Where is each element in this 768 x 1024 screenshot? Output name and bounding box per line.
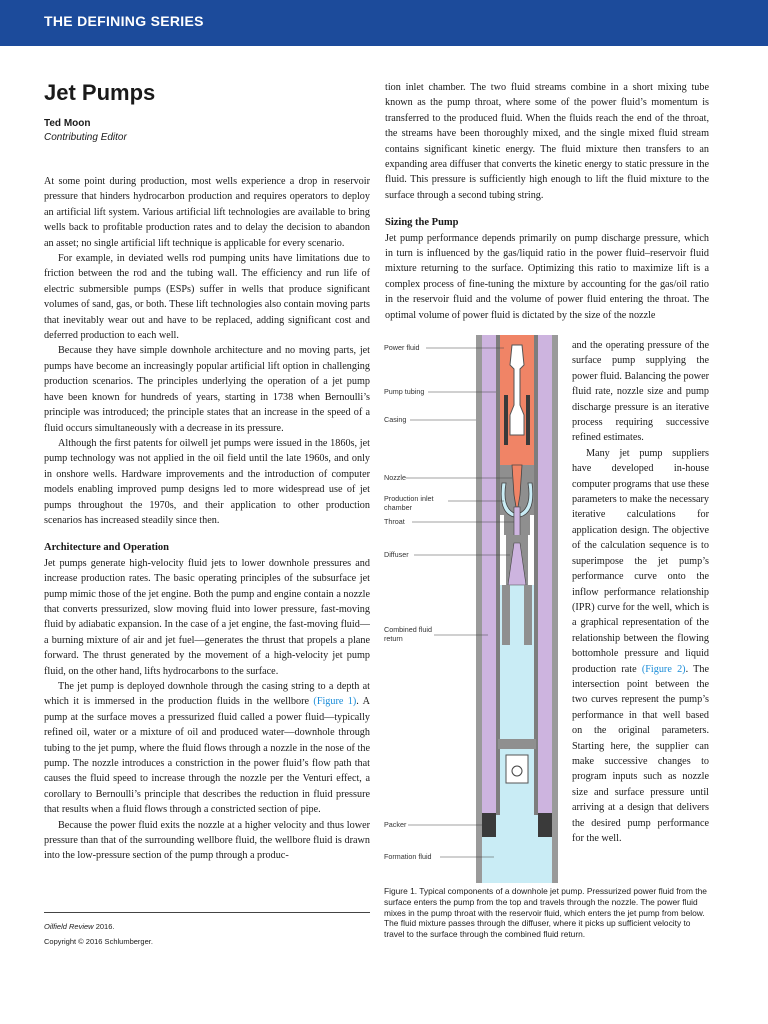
label-text: Combined fluid <box>384 625 432 634</box>
footer-source <box>44 922 114 931</box>
jet-pump-figure <box>384 335 568 883</box>
packer-right <box>538 813 552 837</box>
paragraph: Jet pumps generate high-velocity fluid jets to lower downhole pressures and increase production rates. The basic operating principles of the subsurface jet pump mimic those of the jet engine. Both the pump and engine contain a nozzle that converts pressurized, slow moving fluid into lower pressure, fast-moving fluid by adiabatic expansion. In the case of a jet engine, the fast-moving fluid—a burning mixture of air and jet fuel—generates the thrust that propels a plane forward. The thrust generated by the movement of a high-velocity jet pump fluid, on the other hand, lifts hydrocarbons to the surface. <box>44 557 370 677</box>
paragraph: and the operating pressure of the surface pump supplying the power fluid. Balancing the power fluid rate, nozzle size and pump discharge pressure is an iterative process requiring successive refined estimates. <box>572 340 709 444</box>
label-casing: Casing <box>384 415 407 424</box>
paragraph-text: Many jet pump suppliers have developed in-house computer programs that use these parameters to make the necessary iterative calculations for application design. The objective of the calculation sequence is to superimpose the jet pump’s performance curve onto the inflow performance relationship (IPR) curve for the well, which is a graphical representation of the relationship between the flowing bottomhole pressure and liquid production rate <box>572 447 709 675</box>
paragraph-text: . The intersection point between the two curves represent the pump’s performance in that well based on the original parameters. Starting here, the supplier can make successive changes to program inputs such as nozzle size and surface pressure until arriving at a design that delivers the desired pump performance for the well. <box>572 663 710 844</box>
article-title: Jet Pumps <box>44 80 156 105</box>
label-combined-fluid-return <box>384 625 432 643</box>
paragraph: For example, in deviated wells rod pumping units have limitations due to friction between the rod and the tubing wall. The efficiency and run life of electric submersible pumps (ESPs) suffer in wells that produce significant volumes of sand, gas, or both. These lift technologies also contain moving parts that inevitably wear out and have to be replaced, adding significant cost and deferred production to each well. <box>44 253 370 342</box>
paragraph-text: . A pump at the surface moves a pressurized fluid called a power fluid—typically refined oil, water or a mixture of oil and produced water—downhole through tubing to the jet pump, where the fluid flows through a nozzle in the nose of the pump. The nozzle introduces a constriction in the power fluid’s flow path that causes the fluid speed to increase through the nozzle per the Venturi effect, a corollary to Bernoulli’s principle that describes the reduction in fluid pressure that results when a fluid flows through a constricted section of pipe. <box>44 696 371 816</box>
paragraph: Although the first patents for oilwell jet pumps were issued in the 1860s, jet pump technology was not applied in the oil field until the late 1960s, and only in onshore wells. Hardware improvements and the introduction of computer models enabling improved pump designs led to more widespread use of jet pumps throughout the 1970s, and their application to other production scenarios has increased steadily since then. <box>44 437 370 526</box>
label-diffuser: Diffuser <box>384 550 409 559</box>
paragraph: Because they have simple downhole architecture and no moving parts, jet pumps have become an increasingly popular artificial lift option in challenging production scenarios. The principles underlying the operation of a jet pump have been known for hundreds of years, starting in 1738 when Bernoulli’s principle was introduced; the principle states that an increase in the speed of a fluid occurs simultaneously with a decrease in its pressure. <box>44 345 370 434</box>
paragraph <box>44 679 370 818</box>
paragraph: At some point during production, most wells experience a drop in reservoir pressure that hinders hydrocarbon production and requires operators to deploy an artificial lift system. Various artificial lift technologies are available to bring wells back to profitable production rates and to delay the decision to abandon an asset; no single artificial lift technique is applicable for every scenario. <box>44 176 370 249</box>
label-nozzle: Nozzle <box>384 473 406 482</box>
label-production-inlet <box>384 494 434 512</box>
figure-1-caption: Figure 1. Typical components of a downhole jet pump. Pressurized power fluid from the surface enters the pump from the top and travels through the nozzle. The power fluid mixes in the pump throat with the reservoir fluid, which enters the jet pump from below. The fluid mixture passes through the diffuser, where it picks up sufficient velocity to travel to the surface through the combined fluid return. <box>384 886 707 940</box>
figure-1-link[interactable]: (Figure 1) <box>313 696 357 708</box>
combined-return-right <box>538 335 552 813</box>
combined-return-left <box>482 335 496 813</box>
paragraph: tion inlet chamber. The two fluid streams combine in a short mixing tube known as the pump throat, where some of the power fluid’s momentum is transferred to the produced fluid. When the fluids reach the end of the throat, the streams have been thoroughly mixed, and the single mixed fluid stream contains significant kinetic energy. The fluid mixture then transfers to an expanding area diffuser that converts the kinetic energy to static pressure in the fluid. This pressure is sufficiently high enough to lift the fluid mixture to the surface through a second tubing string. <box>385 82 709 201</box>
paragraph-text: The jet pump is deployed downhole through the casing string to a depth at which it is immersed in the production fluids in the wellbore <box>44 681 370 708</box>
paragraph: Because the power fluid exits the nozzle at a higher velocity and thus lower pressure than that of the surrounding wellbore fluid, the wellbore fluid is drawn into the low-pressure section of the pump through a produc- <box>44 819 370 862</box>
journal-year: 2016. <box>93 922 115 931</box>
label-text: chamber <box>384 503 412 512</box>
label-pump-tubing: Pump tubing <box>384 387 425 396</box>
casing-wall-right <box>552 335 558 883</box>
label-power-fluid: Power fluid <box>384 343 420 352</box>
right-column <box>385 80 709 323</box>
throat <box>514 507 520 539</box>
jet-pump-diagram <box>384 335 568 883</box>
label-packer: Packer <box>384 820 407 829</box>
series-title: THE DEFINING SERIES <box>44 13 204 29</box>
footer-copyright: Copyright © 2016 Schlumberger. <box>44 937 153 946</box>
author-role: Contributing Editor <box>44 132 127 143</box>
journal-name: Oilfield Review <box>44 922 94 931</box>
right-narrow-column <box>572 338 709 846</box>
label-throat: Throat <box>384 517 405 526</box>
author-name: Ted Moon <box>44 118 91 129</box>
section-heading-sizing: Sizing the Pump <box>385 217 459 229</box>
label-text: return <box>384 634 403 643</box>
casing-wall-left <box>476 335 482 883</box>
section-heading-architecture: Architecture and Operation <box>44 542 170 554</box>
packer-left <box>482 813 496 837</box>
left-column <box>44 174 370 864</box>
paragraph: Jet pump performance depends primarily on pump discharge pressure, which in turn is influenced by the gas/liquid ratio in the power fluid–reservoir fluid mixture returning to the surface. Optimizing this ratio to maximize lift is a complex process of fine-tuning the mixture by accounting for the gas/oil ratio in the reservoir fluid and the volume of power fluid entering the throat. The optimal volume of power fluid is dictated by the size of the nozzle <box>385 232 709 321</box>
label-text: Production inlet <box>384 494 434 503</box>
paragraph <box>572 446 709 847</box>
figure-2-link[interactable]: (Figure 2) <box>641 663 686 675</box>
series-banner <box>0 0 768 46</box>
label-formation-fluid: Formation fluid <box>384 852 432 861</box>
footer-divider <box>44 912 370 913</box>
